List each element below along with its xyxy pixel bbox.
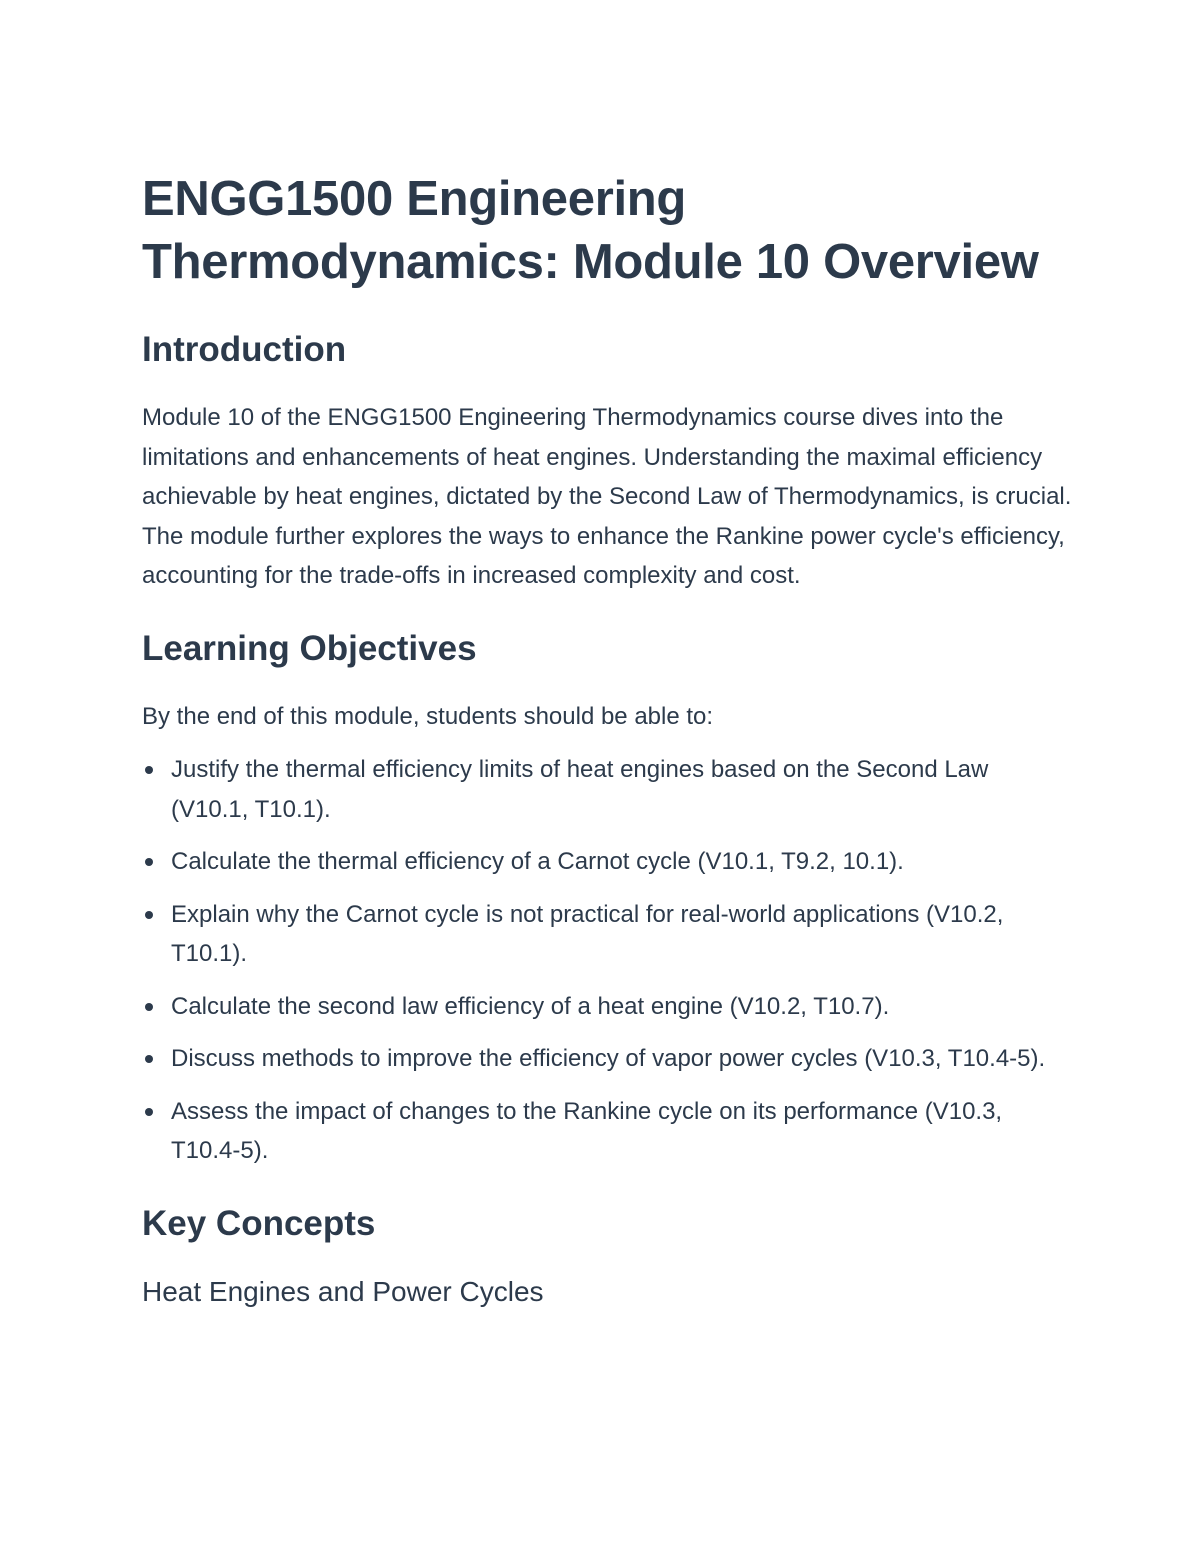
list-item-text: Explain why the Carnot cycle is not practical for real-world applications (V10.2, T10.1). [171,900,1004,967]
learning-objectives-heading: Learning Objectives [142,628,477,668]
list-item [142,1092,1072,1171]
list-item [142,750,1072,829]
list-item-text: Justify the thermal efficiency limits of heat engines based on the Second Law (V10.1, T10.1). [171,756,989,823]
list-item-text: Assess the impact of changes to the Rankine cycle on its performance (V10.3, T10.4-5). [171,1097,1003,1164]
learning-objectives-list [142,750,1072,1171]
introduction-paragraph: Module 10 of the ENGG1500 Engineering Thermodynamics course dives into the limitations and enhancements of heat engines. Understanding the maximal efficiency achievable by heat engines, dictated by the Second Law of Thermodynamics, is crucial. The module further explores the ways to enhance the Rankine power cycle's efficiency, accounting for the trade-offs in increased complexity and cost. [142,404,1072,589]
bullet-icon [145,1055,153,1063]
list-item-text: Calculate the second law efficiency of a heat engine (V10.2, T10.7). [171,992,890,1020]
bullet-icon [145,858,153,866]
list-item [142,895,1072,974]
list-item [142,987,1072,1027]
bullet-icon [145,1003,153,1011]
list-item-text: Discuss methods to improve the efficiency of vapor power cycles (V10.3, T10.4-5). [171,1045,1046,1072]
list-item-text: Calculate the thermal efficiency of a Carnot cycle (V10.1, T9.2, 10.1). [171,848,904,875]
bullet-icon [145,911,153,919]
bullet-icon [145,1108,153,1116]
key-concepts-heading: Key Concepts [142,1203,376,1243]
learning-objectives-lead: By the end of this module, students should be able to: [142,702,714,730]
document-page [142,168,1072,1310]
list-item [142,842,1072,882]
key-concepts-subheading: Heat Engines and Power Cycles [142,1275,544,1307]
introduction-heading: Introduction [142,330,347,369]
bullet-icon [145,766,153,774]
document-title: ENGG1500 Engineering Thermodynamics: Module 10 Overview [142,172,1039,289]
list-item [142,1039,1072,1079]
